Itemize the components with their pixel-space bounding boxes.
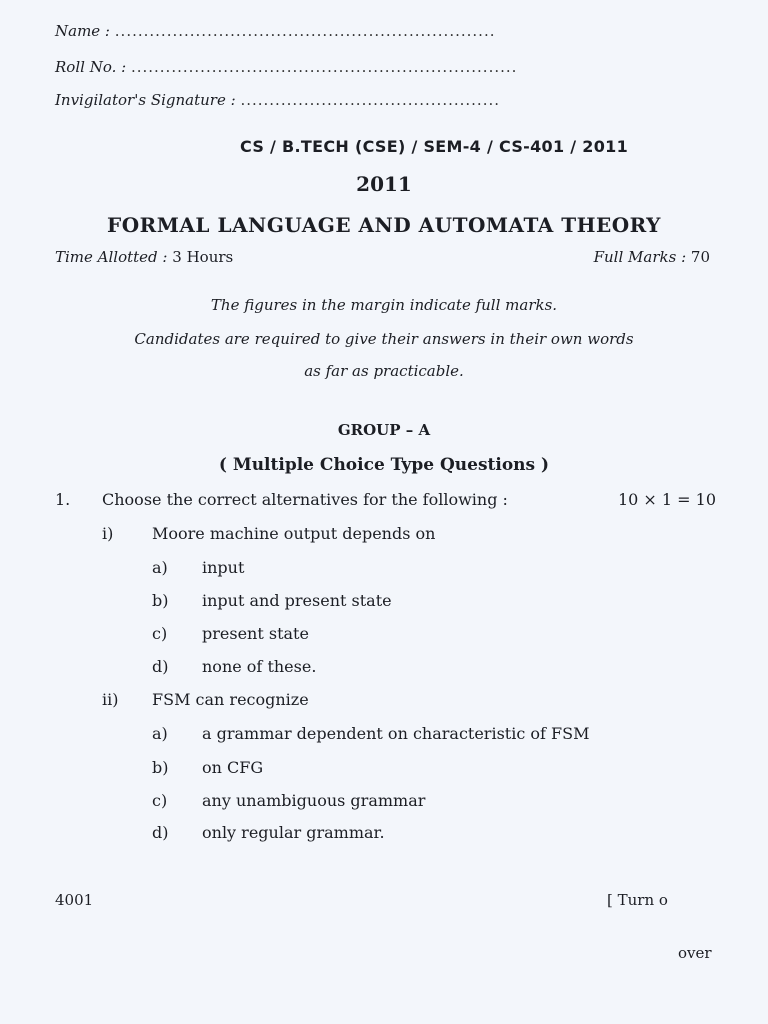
instruction-3: as far as practicable. (304, 362, 464, 380)
subq-2-text: FSM can recognize (152, 690, 309, 709)
group-heading: GROUP – A (337, 421, 431, 439)
group-subheading: ( Multiple Choice Type Questions ) (218, 455, 550, 475)
option-text: any unambiguous grammar (202, 791, 426, 810)
option-label: a) (152, 558, 168, 577)
option-text: input (202, 558, 245, 577)
name-label: Name : (55, 22, 110, 40)
option-text: input and present state (202, 591, 392, 610)
question-number: 1. (55, 490, 71, 509)
subq-1-text: Moore machine output depends on (152, 524, 436, 543)
instruction-1: The figures in the margin indicate full marks. (210, 296, 558, 314)
marks-value: 70 (690, 248, 710, 266)
paper-title: FORMAL LANGUAGE AND AUTOMATA THEORY (107, 213, 661, 237)
instruction-2: Candidates are required to give their answers in their own words (134, 330, 634, 348)
roll-label: Roll No. : (55, 58, 127, 76)
time-value: 3 Hours (172, 248, 234, 266)
option-label: a) (152, 724, 168, 743)
option-label: c) (152, 624, 168, 643)
option-label: d) (152, 823, 169, 842)
turn-over-continuation: over (678, 944, 712, 962)
roll-field (55, 58, 517, 76)
full-marks (594, 248, 710, 266)
option-text: on CFG (202, 758, 264, 777)
page-code: 4001 (55, 891, 94, 909)
paper-code: CS / B.TECH (CSE) / SEM-4 / CS-401 / 2011 (240, 137, 629, 156)
question-text: Choose the correct alternatives for the following : (102, 490, 508, 509)
time-allotted (55, 248, 233, 266)
option-text: a grammar dependent on characteristic of FSM (202, 724, 590, 743)
option-label: d) (152, 657, 169, 676)
name-blank: .................................................................. (114, 22, 496, 40)
option-label: b) (152, 758, 169, 777)
subq-2-number: ii) (102, 690, 119, 709)
signature-blank: ............................................. (240, 91, 501, 109)
signature-field (55, 91, 500, 109)
name-field (55, 22, 495, 40)
option-text: none of these. (202, 657, 317, 676)
question-marks: 10 × 1 = 10 (617, 490, 716, 509)
paper-year: 2011 (356, 172, 412, 196)
option-label: b) (152, 591, 169, 610)
time-label: Time Allotted : (55, 248, 168, 266)
signature-label: Invigilator's Signature : (55, 91, 236, 109)
option-text: present state (202, 624, 309, 643)
subq-1-number: i) (102, 524, 114, 543)
roll-blank: ................................................................... (130, 58, 518, 76)
turn-over-text: [ Turn o (607, 891, 668, 909)
option-text: only regular grammar. (202, 823, 385, 842)
option-label: c) (152, 791, 168, 810)
marks-label: Full Marks : (593, 248, 687, 266)
